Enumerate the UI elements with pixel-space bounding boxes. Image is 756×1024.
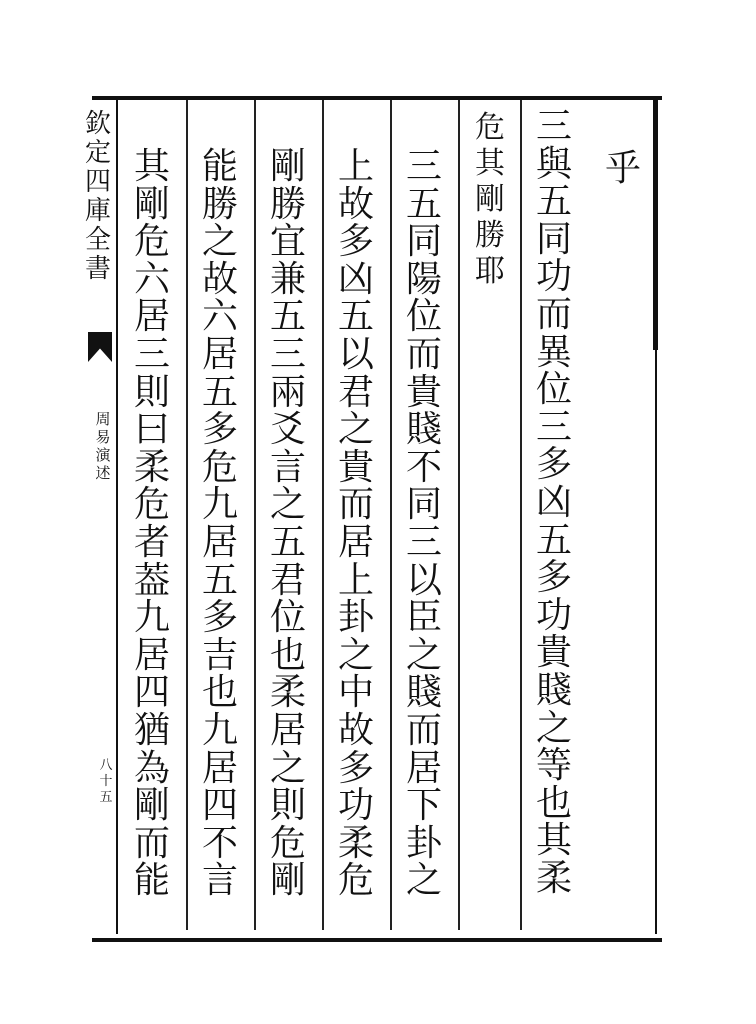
- book-title: 周易演述: [95, 410, 111, 482]
- frame-right-border-lower: [655, 350, 657, 934]
- column-rule: [186, 100, 188, 930]
- text-column-3: 三五同陽位而貴賤不同三以臣之賤而居下卦之: [405, 146, 442, 902]
- text-column-5: 剛勝宜兼五三兩爻言之五君位也柔居之則危剛: [269, 146, 306, 902]
- column-rule: [458, 100, 460, 930]
- column-rule: [254, 100, 256, 930]
- text-column-4: 上故多凶五以君之貴而居上卦之中故多功柔危: [337, 146, 374, 902]
- margin-title: 欽定四庫全書: [84, 109, 111, 284]
- column-rule: [390, 100, 392, 930]
- text-column-2: 危其剛勝耶: [475, 110, 505, 289]
- text-column-7: 其剛危六居三則曰柔危者葢九居四猶為剛而能: [133, 146, 170, 902]
- frame-right-border: [653, 96, 658, 350]
- column-rule: [520, 100, 522, 930]
- text-column-1: 三與五同功而異位三多凶五多功貴賤之等也其柔: [535, 106, 572, 899]
- column-rule: [322, 100, 324, 930]
- text-top-char: 乎: [604, 148, 641, 189]
- text-column-6: 能勝之故六居五多危九居五多吉也九居四不言: [201, 146, 238, 902]
- page-number: 八十五: [99, 758, 113, 805]
